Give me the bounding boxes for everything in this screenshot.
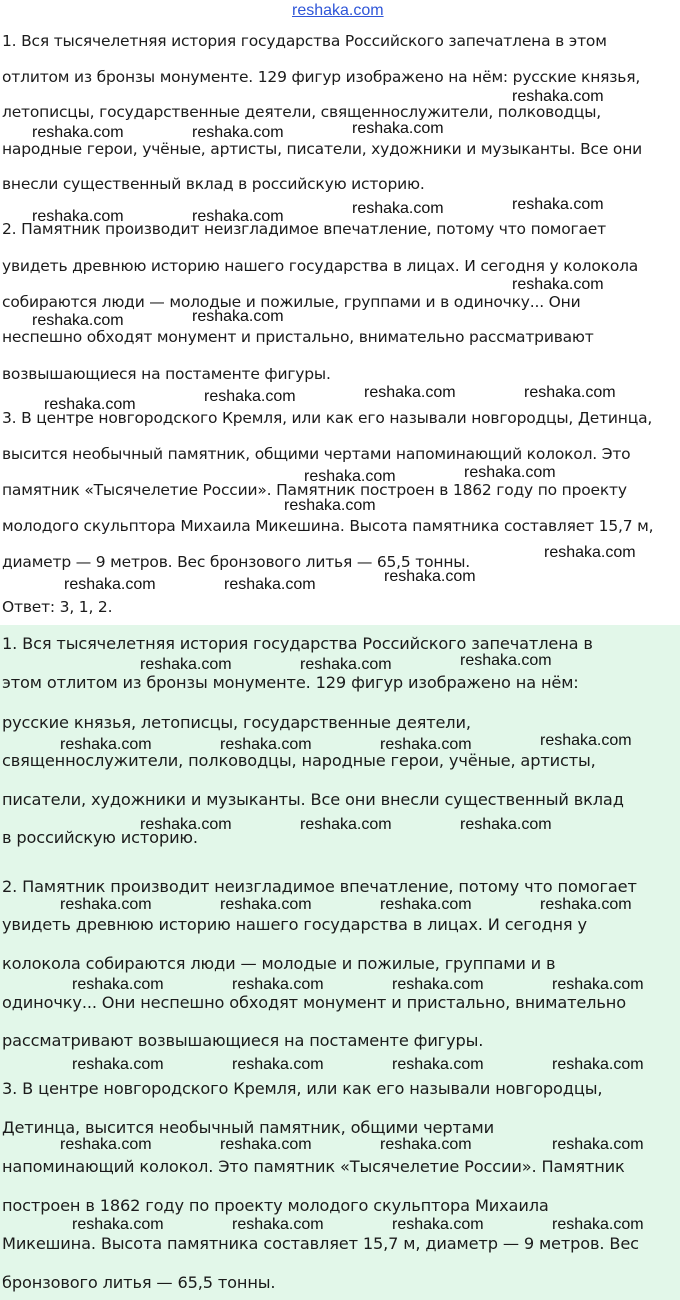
watermark: reshaka.com [300, 816, 392, 833]
watermark: reshaka.com [380, 896, 472, 913]
watermark: reshaka.com [552, 1216, 644, 1233]
text-line: диаметр — 9 метров. Вес бронзового литья — 65,5 тонны. [2, 553, 471, 571]
text-line: внесли существенный вклад в российскую историю. [2, 175, 425, 193]
watermark: reshaka.com [60, 1136, 152, 1153]
watermark: reshaka.com [192, 308, 284, 325]
watermark: reshaka.com [60, 896, 152, 913]
watermark: reshaka.com [72, 976, 164, 993]
text-line: молодого скульптора Михаила Микешина. Высота памятника составляет 15,7 м, [2, 517, 654, 535]
watermark: reshaka.com [512, 196, 604, 213]
watermark: reshaka.com [284, 497, 376, 514]
watermark: reshaka.com [32, 124, 124, 141]
watermark: reshaka.com [512, 276, 604, 293]
answer-section [0, 625, 680, 1300]
watermark: reshaka.com [60, 736, 152, 753]
watermark: reshaka.com [540, 732, 632, 749]
watermark: reshaka.com [380, 1136, 472, 1153]
watermark: reshaka.com [192, 208, 284, 225]
text-line: 1. Вся тысячелетняя история государства Российского запечатлена в [2, 634, 593, 653]
watermark: reshaka.com [44, 396, 136, 413]
text-line: одиночку... Они неспешно обходят монумент и пристально, внимательно [2, 993, 626, 1012]
watermark: reshaka.com [304, 468, 396, 485]
watermark: reshaka.com [464, 464, 556, 481]
text-line: священнослужители, полководцы, народные герои, учёные, артисты, [2, 751, 596, 770]
watermark: reshaka.com [72, 1216, 164, 1233]
watermark: reshaka.com [392, 1056, 484, 1073]
text-line: бронзового литья — 65,5 тонны. [2, 1273, 276, 1292]
text-line: собираются люди — молодые и пожилые, группами и в одиночку... Они [2, 293, 581, 311]
text-line: Микешина. Высота памятника составляет 15,7 м, диаметр — 9 метров. Вес [2, 1234, 639, 1253]
text-line: 3. В центре новгородского Кремля, или как его называли новгородцы, [2, 1079, 603, 1098]
text-line: увидеть древнюю историю нашего государства в лицах. И сегодня у [2, 915, 587, 934]
answer-label: Ответ: 3, 1, 2. [2, 598, 113, 616]
watermark: reshaka.com [540, 896, 632, 913]
watermark: reshaka.com [220, 736, 312, 753]
watermark: reshaka.com [224, 576, 316, 593]
watermark: reshaka.com [552, 1056, 644, 1073]
watermark: reshaka.com [232, 1056, 324, 1073]
watermark: reshaka.com [364, 384, 456, 401]
text-line: увидеть древнюю историю нашего государства в лицах. И сегодня у колокола [2, 257, 639, 275]
watermark: reshaka.com [32, 208, 124, 225]
watermark: reshaka.com [544, 544, 636, 561]
watermark: reshaka.com [460, 816, 552, 833]
watermark: reshaka.com [552, 976, 644, 993]
watermark: reshaka.com [220, 896, 312, 913]
text-line: в российскую историю. [2, 828, 198, 847]
watermark: reshaka.com [352, 200, 444, 217]
watermark: reshaka.com [512, 88, 604, 105]
text-line: рассматривают возвышающиеся на постаменте фигуры. [2, 1031, 484, 1050]
watermark: reshaka.com [32, 312, 124, 329]
watermark: reshaka.com [220, 1136, 312, 1153]
watermark: reshaka.com [524, 384, 616, 401]
watermark: reshaka.com [192, 124, 284, 141]
watermark: reshaka.com [380, 736, 472, 753]
watermark: reshaka.com [232, 976, 324, 993]
text-line: 1. Вся тысячелетняя история государства Российского запечатлена в этом [2, 32, 607, 50]
text-line: народные герои, учёные, артисты, писатели, художники и музыканты. Все они [2, 140, 643, 158]
text-line: летописцы, государственные деятели, священнослужители, полководцы, [2, 103, 601, 121]
text-line: писатели, художники и музыканты. Все они внесли существенный вклад [2, 790, 624, 809]
watermark: reshaka.com [460, 652, 552, 669]
text-line: этом отлитом из бронзы монументе. 129 фигур изображено на нём: [2, 673, 579, 692]
text-line: Детинца, высится необычный памятник, общими чертами [2, 1118, 494, 1137]
text-line: высится необычный памятник, общими чертами напоминающий колокол. Это [2, 445, 631, 463]
watermark: reshaka.com [204, 388, 296, 405]
watermark: reshaka.com [392, 1216, 484, 1233]
watermark: reshaka.com [300, 656, 392, 673]
site-link[interactable]: reshaka.com [292, 2, 384, 19]
watermark: reshaka.com [64, 576, 156, 593]
text-line: русские князья, летописцы, государственные деятели, [2, 713, 471, 732]
text-line: напоминающий колокол. Это памятник «Тысячелетие России». Памятник [2, 1157, 625, 1176]
watermark: reshaka.com [140, 816, 232, 833]
watermark: reshaka.com [392, 976, 484, 993]
watermark: reshaka.com [232, 1216, 324, 1233]
text-line: построен в 1862 году по проекту молодого скульптора Михаила [2, 1196, 549, 1215]
watermark: reshaka.com [140, 656, 232, 673]
text-line: памятник «Тысячелетие России». Памятник построен в 1862 году по проекту [2, 481, 627, 499]
watermark: reshaka.com [384, 568, 476, 585]
text-line: 2. Памятник производит неизгладимое впечатление, потому что помогает [2, 877, 637, 896]
text-line: 3. В центре новгородского Кремля, или как его называли новгородцы, Детинца, [2, 409, 653, 427]
watermark: reshaka.com [552, 1136, 644, 1153]
text-line: 2. Памятник производит неизгладимое впечатление, потому что помогает [2, 220, 606, 238]
watermark: reshaka.com [352, 120, 444, 137]
text-line: возвышающиеся на постаменте фигуры. [2, 365, 331, 383]
text-line: колокола собираются люди — молодые и пожилые, группами и в [2, 954, 556, 973]
text-line: неспешно обходят монумент и пристально, внимательно рассматривают [2, 328, 594, 346]
text-line: отлитом из бронзы монументе. 129 фигур изображено на нём: русские князья, [2, 68, 641, 86]
watermark: reshaka.com [72, 1056, 164, 1073]
